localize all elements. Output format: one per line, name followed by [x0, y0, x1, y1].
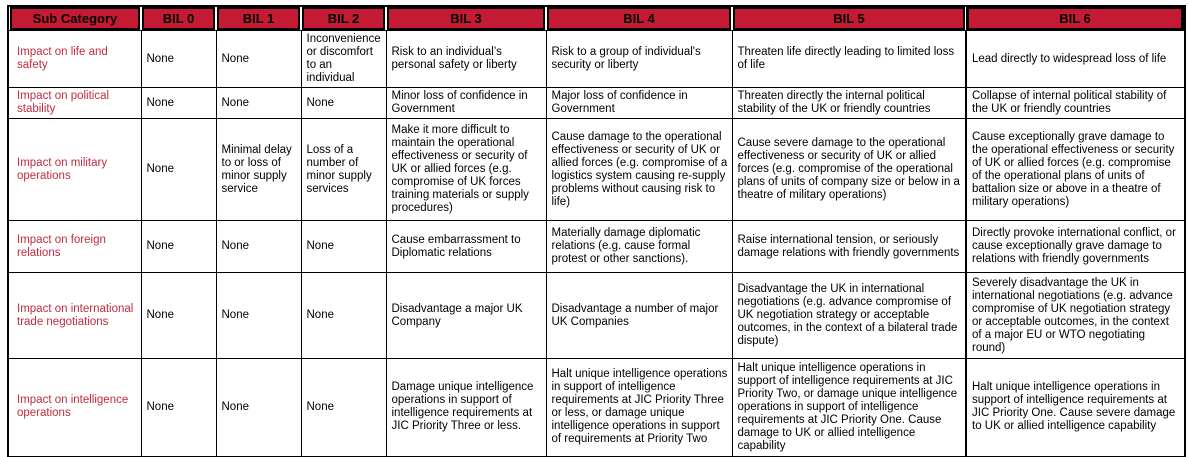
- cell-bil1: Minimal delay to or loss of minor supply service: [216, 119, 301, 221]
- cell-bil6: Cause exceptionally grave damage to the operational effectiveness or security of UK or allied forces (e.g. compromise of the operational plans of units of battalion size or above in a theatre of military operations): [966, 119, 1185, 221]
- row-label: Impact on foreign relations: [8, 221, 141, 273]
- header-row: [8, 6, 1185, 31]
- cell-bil6: Directly provoke international conflict, or cause exceptionally grave damage to relations with friendly governments: [966, 221, 1185, 273]
- cell-bil2: None: [301, 273, 386, 359]
- cell-bil3: Disadvantage a major UK Company: [386, 273, 546, 359]
- cell-bil2: None: [301, 221, 386, 273]
- table-row-international-trade-negotiations: [8, 273, 1185, 359]
- cell-bil6: Severely disadvantage the UK in international negotiations (e.g. advance compromise of UK negotiation strategy or acceptable outcomes, in the context of a major EU or WTO negotiating round): [966, 273, 1185, 359]
- cell-bil3: Damage unique intelligence operations in support of intelligence requirements at JIC Priority Three or less.: [386, 359, 546, 457]
- cell-bil2: None: [301, 88, 386, 119]
- cell-bil4: Disadvantage a number of major UK Companies: [546, 273, 732, 359]
- row-label: Impact on intelligence operations: [8, 359, 141, 457]
- row-label: Impact on international trade negotiations: [8, 273, 141, 359]
- table-row-foreign-relations: [8, 221, 1185, 273]
- cell-bil0: None: [141, 88, 216, 119]
- cell-bil5: Threaten life directly leading to limited loss of life: [732, 31, 966, 88]
- cell-bil4: Halt unique intelligence operations in support of intelligence requirements at JIC Priority Three or less, or damage unique intelligence operations in support of requirements at Priority Two: [546, 359, 732, 457]
- cell-bil0: None: [141, 119, 216, 221]
- cell-bil4: Major loss of confidence in Government: [546, 88, 732, 119]
- cell-bil5: Cause severe damage to the operational effectiveness or security of UK or allied forces (e.g. compromise of the operational plans of units of company size or below in a theatre of military operations): [732, 119, 966, 221]
- column-header-label: BIL 0: [142, 7, 215, 30]
- column-header-label: BIL 5: [733, 7, 965, 30]
- cell-bil1: None: [216, 31, 301, 88]
- column-header-sub-category: [8, 6, 141, 31]
- cell-bil2: Inconvenience or discomfort to an individual: [301, 31, 386, 88]
- table-row-military-operations: [8, 119, 1185, 221]
- table-row-political-stability: [8, 88, 1185, 119]
- column-header-label: BIL 2: [302, 7, 385, 30]
- cell-bil4: Materially damage diplomatic relations (e.g. cause formal protest or other sanctions).: [546, 221, 732, 273]
- cell-bil2: Loss of a number of minor supply services: [301, 119, 386, 221]
- cell-bil1: None: [216, 221, 301, 273]
- cell-bil0: None: [141, 359, 216, 457]
- table-row-intelligence-operations: [8, 359, 1185, 457]
- column-header-bil-3: [386, 6, 546, 31]
- table-body: [8, 31, 1185, 457]
- cell-bil5: Halt unique intelligence operations in support of intelligence requirements at JIC Priority Two, or damage unique intelligence operations in support of intelligence requirements at JIC Priority One. Cause damage to UK or allied intelligence capability: [732, 359, 966, 457]
- cell-bil5: Disadvantage the UK in international negotiations (e.g. advance compromise of UK negotiation strategy or acceptable outcomes, in the context of a bilateral trade dispute): [732, 273, 966, 359]
- cell-bil5: Threaten directly the internal political stability of the UK or friendly countries: [732, 88, 966, 119]
- cell-bil3: Risk to an individual’s personal safety or liberty: [386, 31, 546, 88]
- column-header-label: BIL 6: [966, 7, 1184, 30]
- cell-bil6: Collapse of internal political stability of the UK or friendly countries: [966, 88, 1185, 119]
- cell-bil0: None: [141, 221, 216, 273]
- column-header-bil-0: [141, 6, 216, 31]
- table-row-life-and-safety: [8, 31, 1185, 88]
- cell-bil3: Minor loss of confidence in Government: [386, 88, 546, 119]
- cell-bil4: Risk to a group of individual's security or liberty: [546, 31, 732, 88]
- cell-bil2: None: [301, 359, 386, 457]
- column-header-bil-6: [966, 6, 1185, 31]
- business-impact-levels-table: [7, 5, 1186, 457]
- column-header-bil-4: [546, 6, 732, 31]
- cell-bil0: None: [141, 273, 216, 359]
- cell-bil0: None: [141, 31, 216, 88]
- row-label: Impact on political stability: [8, 88, 141, 119]
- cell-bil3: Cause embarrassment to Diplomatic relations: [386, 221, 546, 273]
- column-header-label: BIL 3: [387, 7, 545, 30]
- row-label: Impact on life and safety: [8, 31, 141, 88]
- cell-bil4: Cause damage to the operational effectiveness or security of UK or allied forces (e.g. compromise of a logistics system causing re-supply problems without causing risk to life): [546, 119, 732, 221]
- cell-bil1: None: [216, 273, 301, 359]
- row-label: Impact on military operations: [8, 119, 141, 221]
- cell-bil5: Raise international tension, or seriously damage relations with friendly governments: [732, 221, 966, 273]
- cell-bil1: None: [216, 88, 301, 119]
- column-header-label: Sub Category: [10, 7, 140, 30]
- cell-bil3: Make it more difficult to maintain the operational effectiveness or security of UK or allied forces (e.g. compromise of UK forces training materials or supply procedures): [386, 119, 546, 221]
- column-header-bil-1: [216, 6, 301, 31]
- cell-bil1: None: [216, 359, 301, 457]
- column-header-bil-5: [732, 6, 966, 31]
- table-header: [8, 6, 1185, 31]
- column-header-label: BIL 1: [217, 7, 300, 30]
- cell-bil6: Lead directly to widespread loss of life: [966, 31, 1185, 88]
- column-header-bil-2: [301, 6, 386, 31]
- column-header-label: BIL 4: [547, 7, 731, 30]
- cell-bil6: Halt unique intelligence operations in support of intelligence requirements at JIC Priority One. Cause severe damage to UK or allied intelligence capability: [966, 359, 1185, 457]
